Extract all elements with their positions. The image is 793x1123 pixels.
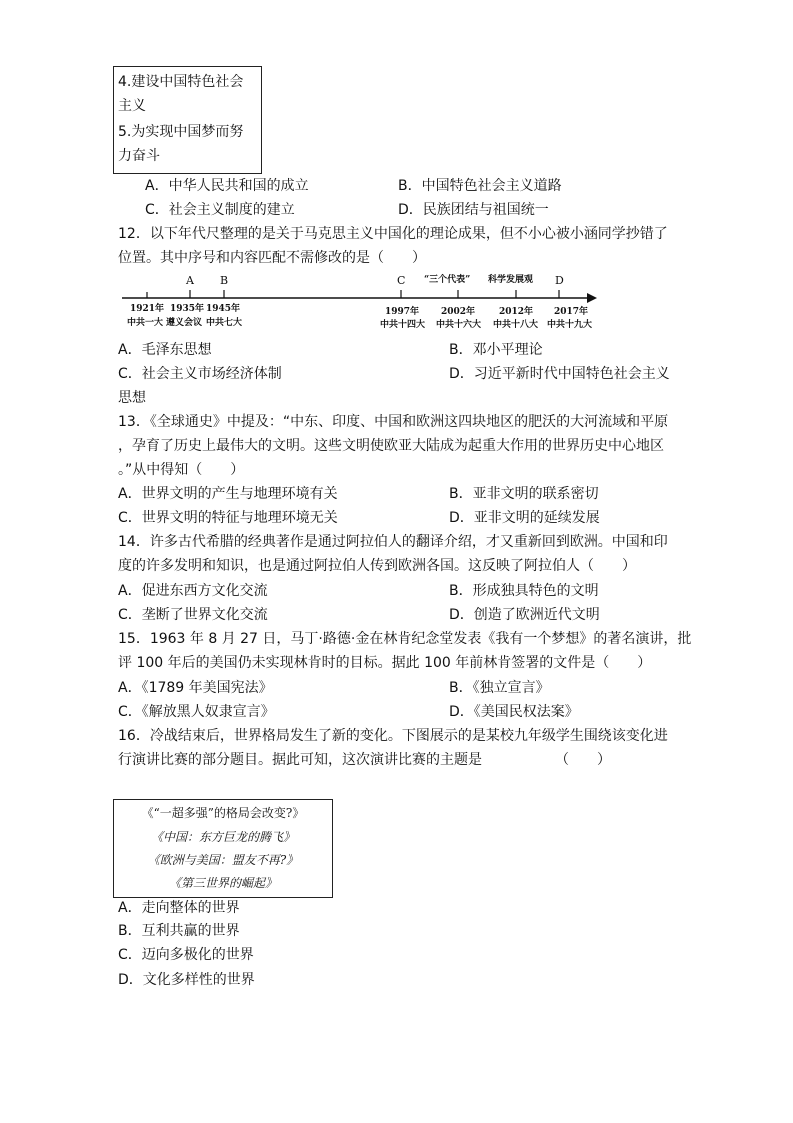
year-1935: 1935年 (170, 304, 205, 314)
q14-stem-line-2: 度的许多发明和知识，也是通过阿拉伯人传到欧洲各国。这反映了阿拉伯人（ ） (118, 558, 636, 574)
event-1935: 遵义会议 (166, 318, 203, 328)
q16-stem-line-2: 行演讲比赛的部分题目。据此可知，这次演讲比赛的主题是 (118, 752, 482, 768)
year-2002: 2002年 (441, 307, 476, 317)
q13-stem-line-2: ，孕育了历史上最伟大的文明。这些文明使欧亚大陆成为起重大作用的世界历史中心地区 (118, 438, 664, 454)
q14-stem-line-1: 14．许多古代希腊的经典著作是通过阿拉伯人的翻译介绍，才又重新回到欧洲。中国和印 (118, 534, 668, 550)
q14-option-b[interactable]: B．形成独具特色的文明 (449, 583, 599, 599)
q11-option-a[interactable]: A．中华人民共和国的成立 (145, 178, 309, 194)
q15-option-d[interactable]: D．《美国民权法案》 (449, 704, 579, 720)
speech-title-1: 《“一超多强”的格局会改变?》 (141, 806, 305, 820)
timeline-letter-c: C (397, 274, 406, 287)
q12-stem-line-2: 位置。其中序号和内容匹配不需修改的是（ ） (118, 250, 426, 266)
q16-answer-paren: （ ） (555, 752, 611, 768)
q16-option-c[interactable]: C．迈向多极化的世界 (118, 947, 254, 963)
q13-stem-line-1: 13．《全球通史》中提及：“中东、印度、中国和欧洲这四块地区的肥沃的大河流域和平原 (118, 414, 669, 430)
q12-option-d-continued: 思想 (118, 390, 146, 406)
q13-stem-line-3: 。”从中得知（ ） (118, 462, 245, 478)
material-line-1: 4.建设中国特色社会 (118, 74, 244, 90)
q11-option-c[interactable]: C．社会主义制度的建立 (145, 202, 295, 218)
event-2017: 中共十九大 (547, 320, 593, 330)
q13-option-c[interactable]: C．世界文明的特征与地理环境无关 (118, 510, 338, 526)
timeline-label-scientific-development: 科学发展观 (488, 275, 534, 285)
event-1921: 中共一大 (127, 318, 164, 328)
material-line-3: 5.为实现中国梦而努 (118, 124, 244, 140)
q11-option-d[interactable]: D．民族团结与祖国统一 (398, 202, 549, 218)
q12-option-c[interactable]: C．社会主义市场经济体制 (118, 366, 282, 382)
event-1997: 中共十四大 (380, 320, 426, 330)
q16-option-b[interactable]: B．互利共赢的世界 (118, 923, 240, 939)
timeline-letter-b: B (220, 274, 229, 287)
q12-option-b[interactable]: B．邓小平理论 (449, 342, 543, 358)
year-2012: 2012年 (499, 307, 534, 317)
q15-stem-line-1: 15．1963 年 8 月 27 日，马丁·路德·金在林肯纪念堂发表《我有一个梦想》的著名演讲，批 (118, 631, 692, 647)
material-line-4: 力奋斗 (118, 148, 160, 164)
speech-title-4: 《第三世界的崛起》 (168, 876, 277, 890)
q11-option-b[interactable]: B．中国特色社会主义道路 (398, 178, 562, 194)
event-2002: 中共十六大 (436, 320, 482, 330)
timeline-label-three-represents: “三个代表” (424, 275, 471, 285)
q15-option-c[interactable]: C．《解放黑人奴隶宣言》 (118, 704, 275, 720)
speech-title-3: 《欧洲与美国：盟友不再?》 (147, 853, 299, 867)
speech-title-2: 《中国：东方巨龙的腾飞》 (150, 830, 295, 844)
q13-option-a[interactable]: A．世界文明的产生与地理环境有关 (118, 486, 338, 502)
q16-option-d[interactable]: D．文化多样性的世界 (118, 972, 255, 988)
q14-option-d[interactable]: D．创造了欧洲近代文明 (449, 607, 600, 623)
q12-option-a[interactable]: A．毛泽东思想 (118, 342, 212, 358)
q16-option-a[interactable]: A．走向整体的世界 (118, 900, 240, 916)
q14-option-a[interactable]: A．促进东西方文化交流 (118, 583, 268, 599)
timeline-letter-a: A (186, 274, 194, 287)
q15-option-a[interactable]: A．《1789 年美国宪法》 (118, 680, 273, 696)
timeline-letter-d: D (555, 274, 564, 287)
q13-option-b[interactable]: B．亚非文明的联系密切 (449, 486, 599, 502)
q15-stem-line-2: 评 100 年后的美国仍未实现林肯时的目标。据此 100 年前林肯签署的文件是（ ） (118, 655, 652, 671)
q16-stem-line-1: 16．冷战结束后，世界格局发生了新的变化。下图展示的是某校九年级学生围绕该变化进 (118, 728, 668, 744)
event-2012: 中共十八大 (493, 320, 539, 330)
year-2017: 2017年 (554, 307, 589, 317)
event-1945: 中共七大 (206, 318, 243, 328)
timeline-arrow (587, 293, 597, 303)
year-1921: 1921年 (130, 304, 165, 314)
q12-option-d[interactable]: D．习近平新时代中国特色社会主义 (449, 366, 670, 382)
q15-option-b[interactable]: B．《独立宣言》 (449, 680, 550, 696)
q14-option-c[interactable]: C．垄断了世界文化交流 (118, 607, 268, 623)
year-1997: 1997年 (385, 307, 420, 317)
year-1945: 1945年 (206, 304, 241, 314)
q13-option-d[interactable]: D．亚非文明的延续发展 (449, 510, 600, 526)
q12-stem-line-1: 12．以下年代尺整理的是关于马克思主义中国化的理论成果，但不小心被小涵同学抄错了 (118, 226, 668, 242)
material-line-2: 主义 (118, 98, 146, 114)
